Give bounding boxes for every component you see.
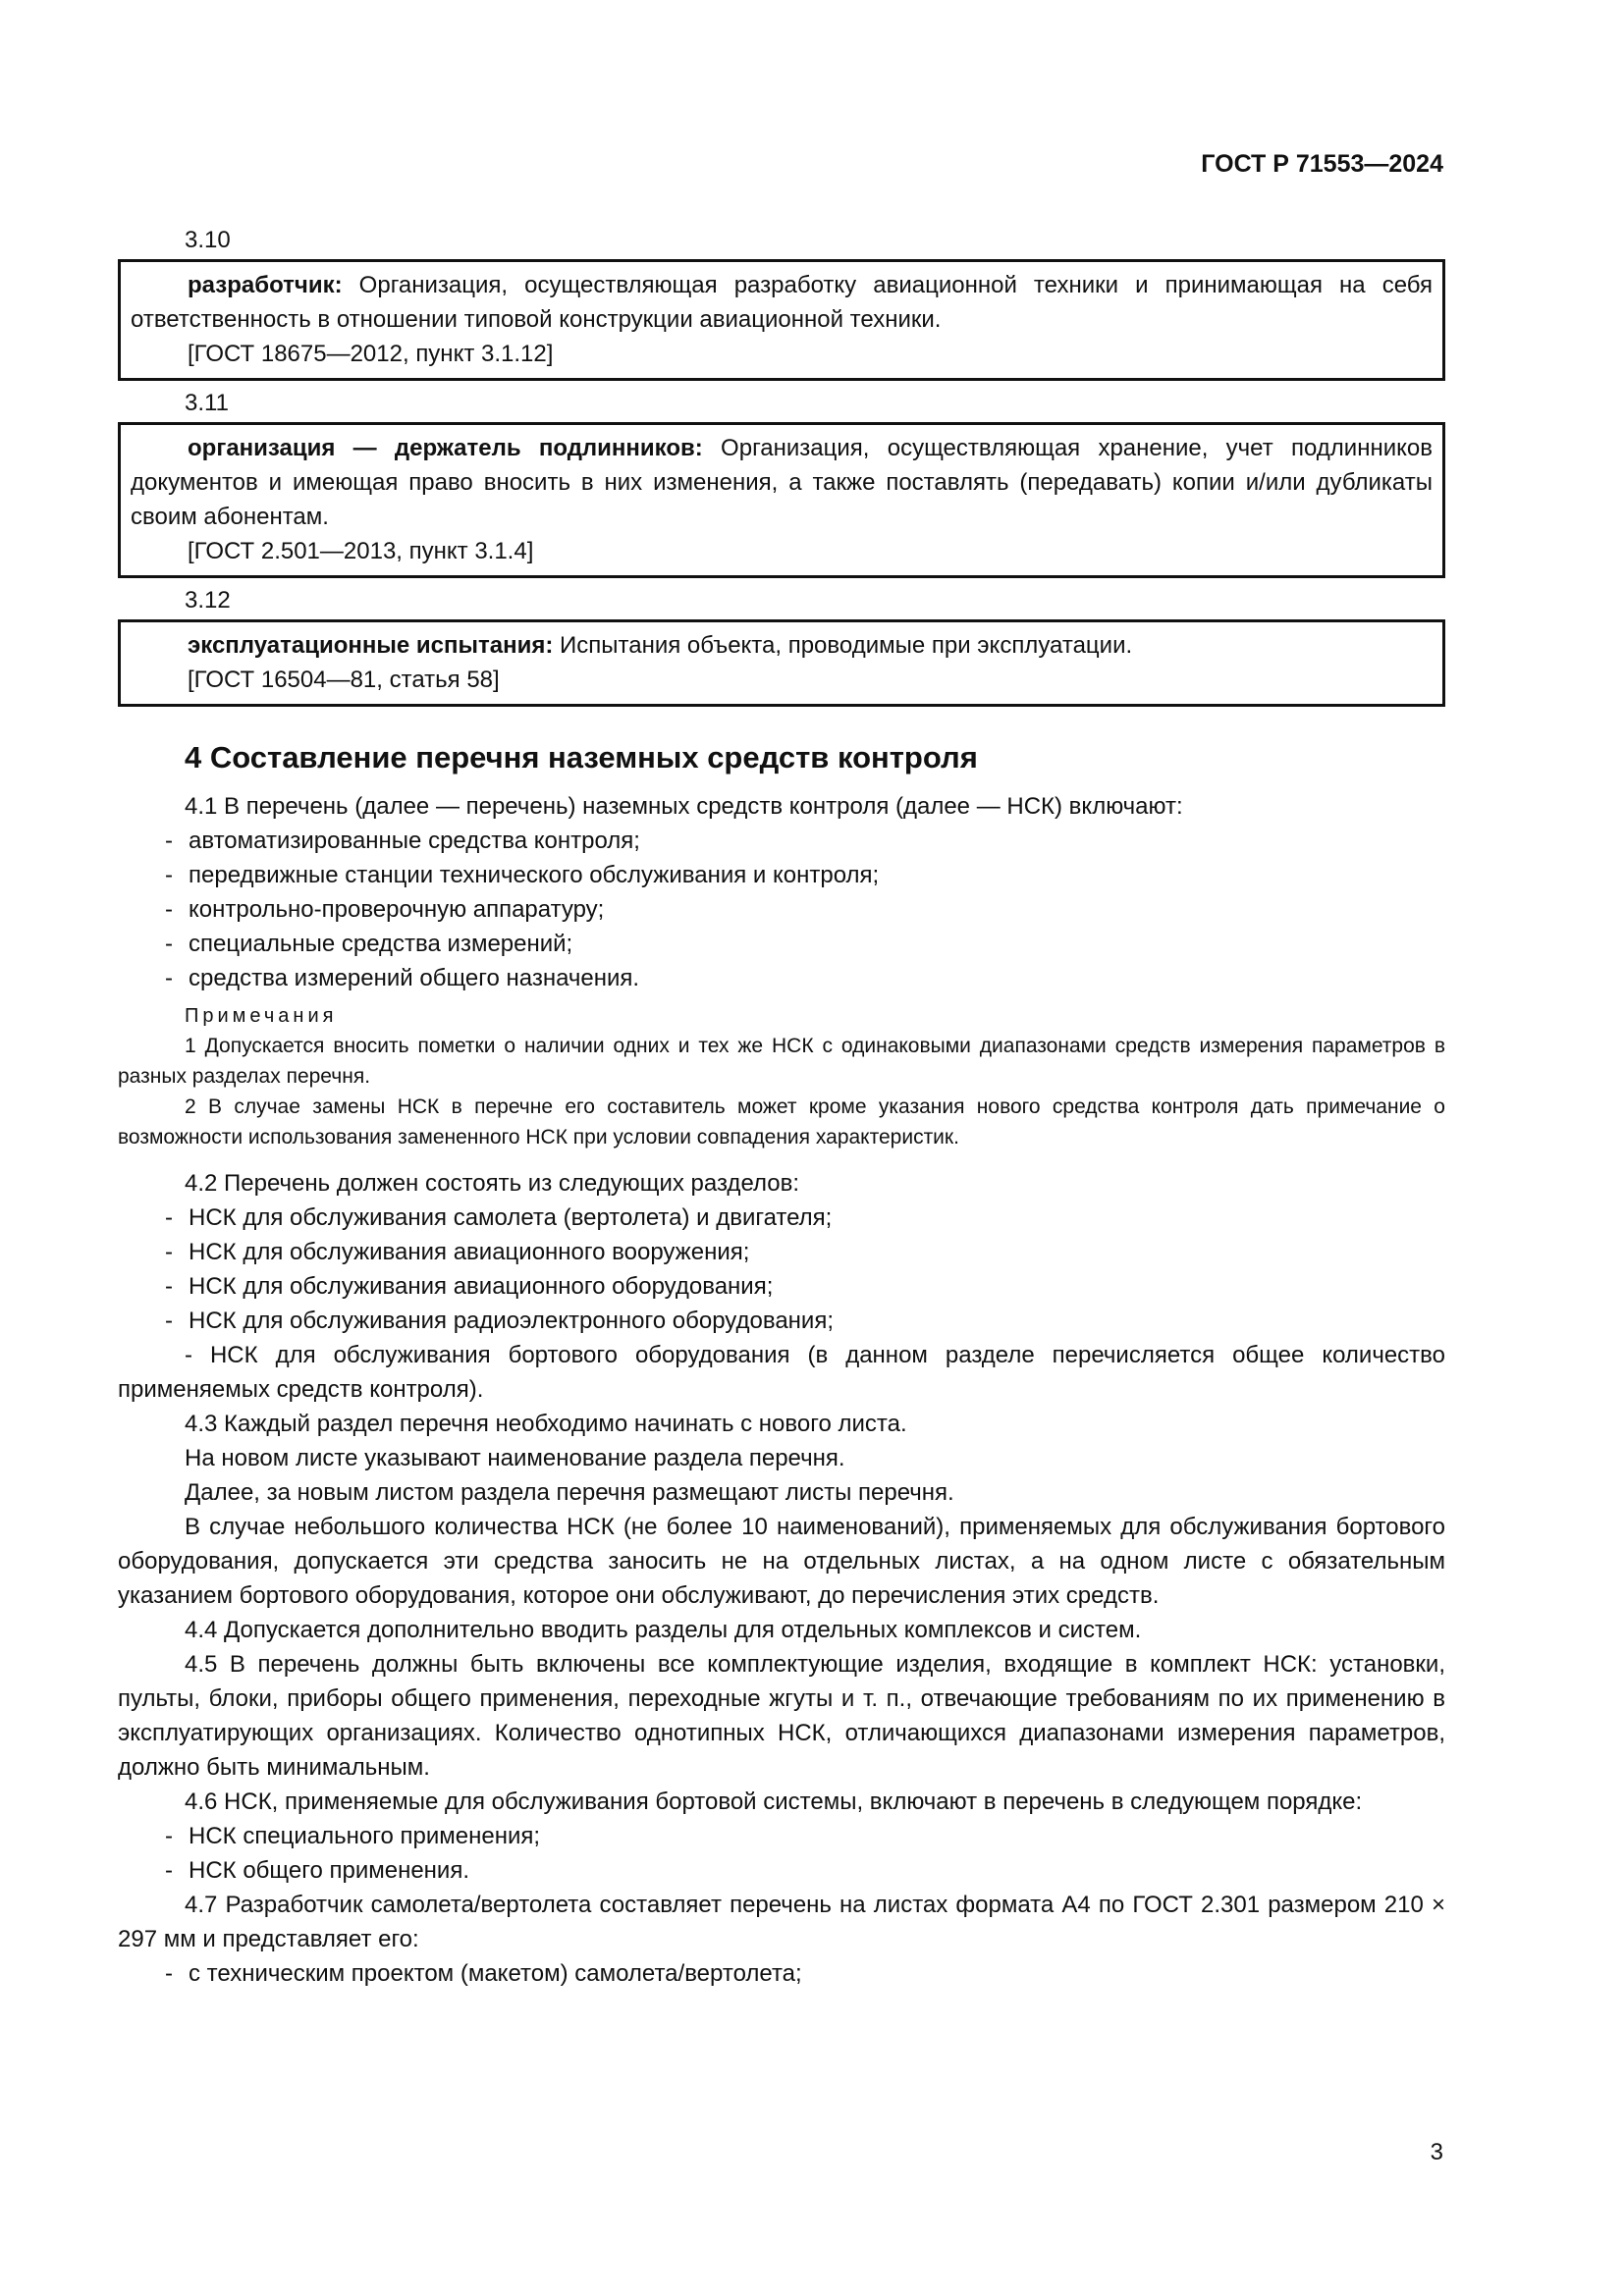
term-name: разработчик: [188,272,343,298]
notes-block [118,1001,1445,1152]
section-heading: 4 Составление перечня наземных средств контроля [185,740,978,774]
term-source: [ГОСТ 16504—81, статья 58] [188,667,500,693]
term-name: эксплуатационные испытания: [188,632,554,659]
paragraph-4-3: 4.3 Каждый раздел перечня необходимо начинать с нового листа. [185,1411,907,1437]
term-number: 3.12 [185,587,231,614]
term-name: организация — держатель подлинников: [188,435,703,461]
list-item: - НСК специального применения; [165,1823,541,1849]
term-entry-box [118,259,1445,381]
list-item: - НСК для обслуживания самолета (вертолета) и двигателя; [165,1204,833,1231]
paragraph-4-2: 4.2 Перечень должен состоять из следующих разделов: [185,1170,800,1197]
notes-title: Примечания [185,1005,338,1027]
page-number: 3 [1430,2139,1443,2165]
paragraph-4-1: 4.1 В перечень (далее — перечень) наземных средств контроля (далее — НСК) включают: [185,793,1183,820]
paragraph: Далее, за новым листом раздела перечня размещают листы перечня. [185,1479,954,1506]
list-item: - средства измерений общего назначения. [165,965,640,991]
page-content [118,222,1445,1991]
paragraph-4-6: 4.6 НСК, применяемые для обслуживания бортовой системы, включают в перечень в следующем порядке: [185,1789,1363,1815]
paragraph-4-4: 4.4 Допускается дополнительно вводить разделы для отдельных комплексов и систем. [185,1617,1142,1643]
list-item: - НСК общего применения. [165,1857,469,1884]
term-number: 3.10 [185,227,231,253]
list-item: - контрольно-проверочную аппаратуру; [165,896,605,923]
term-definition: Организация, осуществляющая разработку авиационной техники и принимающая на себя ответственность в отношении типовой конструкции авиационной техники. [131,272,1434,333]
list-item: - автоматизированные средства контроля; [165,828,640,854]
term-source: [ГОСТ 2.501—2013, пункт 3.1.4] [188,538,534,564]
list-item: - специальные средства измерений; [165,931,573,957]
term-entry-box [118,422,1445,578]
paragraph-4-7: 4.7 Разработчик самолета/вертолета составляет перечень на листах формата А4 по ГОСТ 2.301 размером 210 × 297 мм и представляет его: [118,1892,1445,1952]
term-number: 3.11 [185,390,229,416]
term-entry-box [118,619,1445,707]
list-item: - с техническим проектом (макетом) самолета/вертолета; [165,1960,802,1987]
list-item: - НСК для обслуживания авиационного оборудования; [165,1273,774,1300]
document-code: ГОСТ Р 71553—2024 [1201,150,1443,178]
note-2: 2 В случае замены НСК в перечне его составитель может кроме указания нового средства контроля дать примечание о возможности использования замененного НСК при условии совпадения характеристик. [118,1095,1445,1148]
term-definition: Организация, осуществляющая хранение, учет подлинников документов и имеющая право вносить в них изменения, а также поставлять (передавать) копии и/или дубликаты своим абонентам. [131,435,1433,530]
list-item-wrapped: - НСК для обслуживания бортового оборудования (в данном разделе перечисляется общее количество применяемых средств контроля). [118,1342,1445,1403]
list-item: - НСК для обслуживания авиационного вооружения; [165,1239,750,1265]
list-item: - передвижные станции технического обслуживания и контроля; [165,862,880,888]
term-definition: Испытания объекта, проводимые при эксплуатации. [560,632,1133,659]
list-item: - НСК для обслуживания радиоэлектронного оборудования; [165,1308,834,1334]
paragraph-4-5: 4.5 В перечень должны быть включены все комплектующие изделия, входящие в комплект НСК: установки, пульты, блоки, приборы общего применения, переходные жгуты и т. п., отвечающие требованиям по их применению в эксплуатирующих организациях. Количество однотипных НСК, отличающихся диапазонами измерения параметров, должно быть минимальным. [118,1651,1445,1781]
paragraph: На новом листе указывают наименование раздела перечня. [185,1445,845,1471]
term-source: [ГОСТ 18675—2012, пункт 3.1.12] [188,341,554,367]
note-1: 1 Допускается вносить пометки о наличии одних и тех же НСК с одинаковыми диапазонами средств измерения параметров в разных разделах перечня. [118,1035,1445,1088]
paragraph: В случае небольшого количества НСК (не более 10 наименований), применяемых для обслуживания бортового оборудования, допускается эти средства заносить не на отдельных листах, а на одном листе с обязательным указанием бортового оборудования, которое они обслуживают, до перечисления этих средств. [118,1514,1445,1609]
